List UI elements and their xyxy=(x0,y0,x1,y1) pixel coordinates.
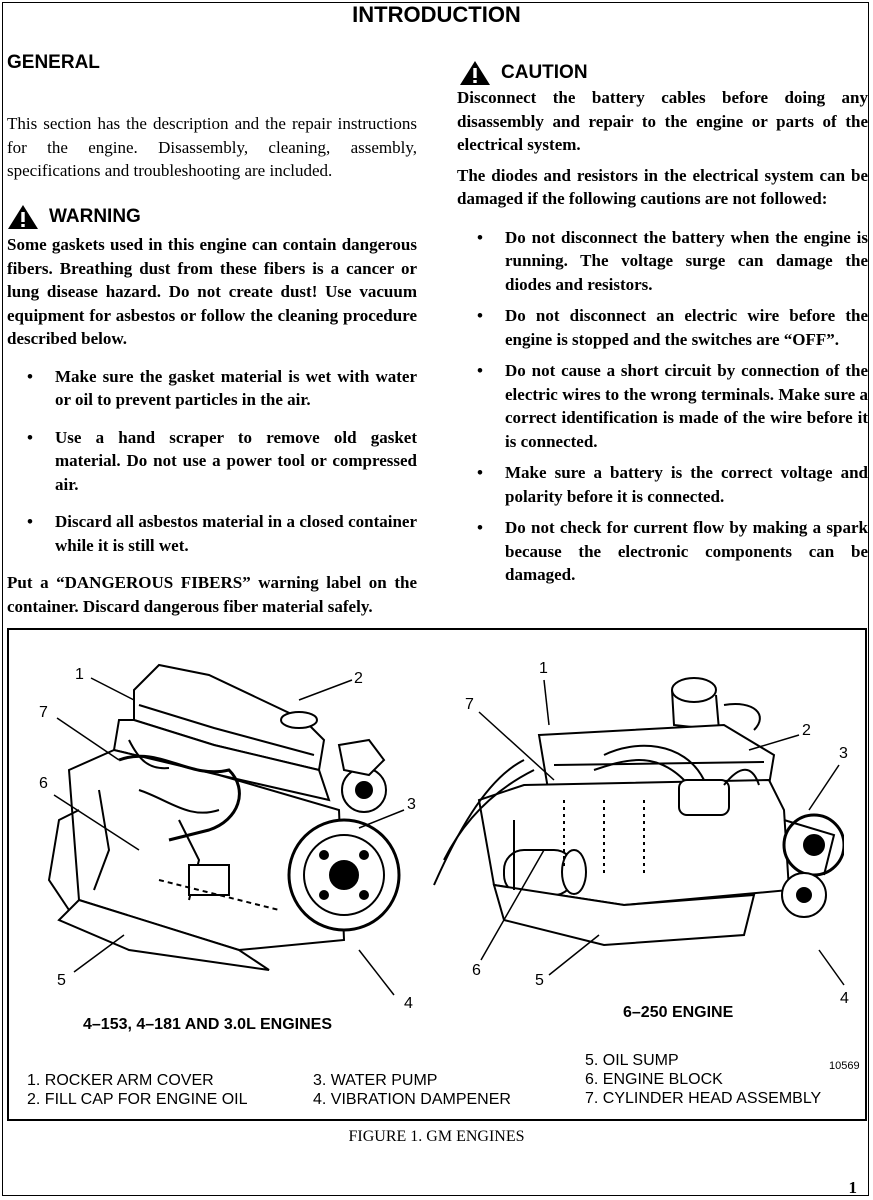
legend-column-1 xyxy=(27,1071,248,1109)
left-engine-label: 4–153, 4–181 AND 3.0L ENGINES xyxy=(83,1016,333,1033)
general-paragraph: This section has the description and the repair instructions for the engine. Disassembly, cleaning, assembly, specifications and troubleshooting are included. xyxy=(7,114,417,180)
legend-column-2 xyxy=(313,1071,511,1109)
warning-header xyxy=(7,204,417,230)
callout-6-right: 6 xyxy=(472,962,481,979)
list-item: • Discard all asbestos material in a closed container while it is still wet. xyxy=(27,512,417,555)
list-item: • Make sure the gasket material is wet with water or oil to prevent particles in the air. xyxy=(27,366,417,409)
callout-6-left: 6 xyxy=(39,775,48,792)
figure-caption: FIGURE 1. GM ENGINES xyxy=(348,1128,525,1145)
list-item: • Use a hand scraper to remove old gasket material. Do not use a power tool or compressed air. xyxy=(27,427,417,494)
callout-2-right: 2 xyxy=(802,722,811,739)
legend-column-3 xyxy=(585,1051,821,1108)
page-number: 1 xyxy=(848,1178,857,1197)
warning-triangle-icon xyxy=(7,204,39,230)
figure-box xyxy=(7,628,867,1121)
list-item: • Do not cause a short circuit by connection of the electric wires to the wrong terminals. Make sure a correct identification is made of the wire before it is connected. xyxy=(477,361,868,451)
caution-text-2: The diodes and resistors in the electrical system can be damaged if the following cautions are not followed: xyxy=(457,165,868,208)
callout-7-right: 7 xyxy=(465,696,474,713)
list-item: • Do not check for current flow by making a spark because the electronic components can be damaged. xyxy=(477,518,868,584)
warning-closing: Put a “DANGEROUS FIBERS” warning label on the container. Discard dangerous fiber material safely. xyxy=(7,573,417,616)
figure-code: 10569 xyxy=(829,1060,860,1072)
page-title: INTRODUCTION xyxy=(352,2,521,27)
callout-4-left: 4 xyxy=(404,995,413,1012)
list-item: • Make sure a battery is the correct voltage and polarity before it is connected. xyxy=(477,463,868,506)
callout-7-left: 7 xyxy=(39,704,48,721)
warning-triangle-icon xyxy=(459,60,491,86)
legend-item: 3. WATER PUMP xyxy=(313,1072,438,1089)
list-item: • Do not disconnect an electric wire before the engine is stopped and the switches are “OFF”. xyxy=(477,306,868,349)
warning-label: WARNING xyxy=(49,206,141,227)
warning-bullet-list xyxy=(7,365,417,558)
legend-item: 6. ENGINE BLOCK xyxy=(585,1071,723,1088)
caution-header xyxy=(457,60,868,86)
callout-3-left: 3 xyxy=(407,796,416,813)
legend-item: 7. CYLINDER HEAD ASSEMBLY xyxy=(585,1090,822,1107)
caution-label: CAUTION xyxy=(501,62,588,83)
callout-1-right: 1 xyxy=(539,660,548,677)
caution-block xyxy=(457,60,868,587)
list-item: • Do not disconnect the battery when the engine is running. The voltage surge can damage the diodes and resistors. xyxy=(477,227,868,294)
callout-5-left: 5 xyxy=(57,972,66,989)
callout-4-right: 4 xyxy=(840,990,849,1007)
callout-1-left: 1 xyxy=(75,666,84,683)
caution-bullet-list xyxy=(457,226,868,587)
warning-block xyxy=(7,204,417,618)
right-engine-label: 6–250 ENGINE xyxy=(623,1004,734,1021)
callout-3-right: 3 xyxy=(839,745,848,762)
legend-item: 4. VIBRATION DAMPENER xyxy=(313,1091,511,1108)
caution-text-1: Disconnect the battery cables before doing any disassembly and repair to the engine or parts of the electrical system. xyxy=(457,88,868,154)
callout-5-right: 5 xyxy=(535,972,544,989)
legend-item: 2. FILL CAP FOR ENGINE OIL xyxy=(27,1091,248,1108)
general-heading: GENERAL xyxy=(7,52,100,73)
legend-item: 5. OIL SUMP xyxy=(585,1052,679,1069)
callout-2-left: 2 xyxy=(354,670,363,687)
warning-text: Some gaskets used in this engine can contain dangerous fibers. Breathing dust from these fibers is a cancer or lung disease hazard. Do not create dust! Use vacuum equipment for asbestos or follow the cleaning procedure described below. xyxy=(7,235,417,348)
legend-item: 1. ROCKER ARM COVER xyxy=(27,1072,214,1089)
callout-leaders xyxy=(9,630,865,1119)
